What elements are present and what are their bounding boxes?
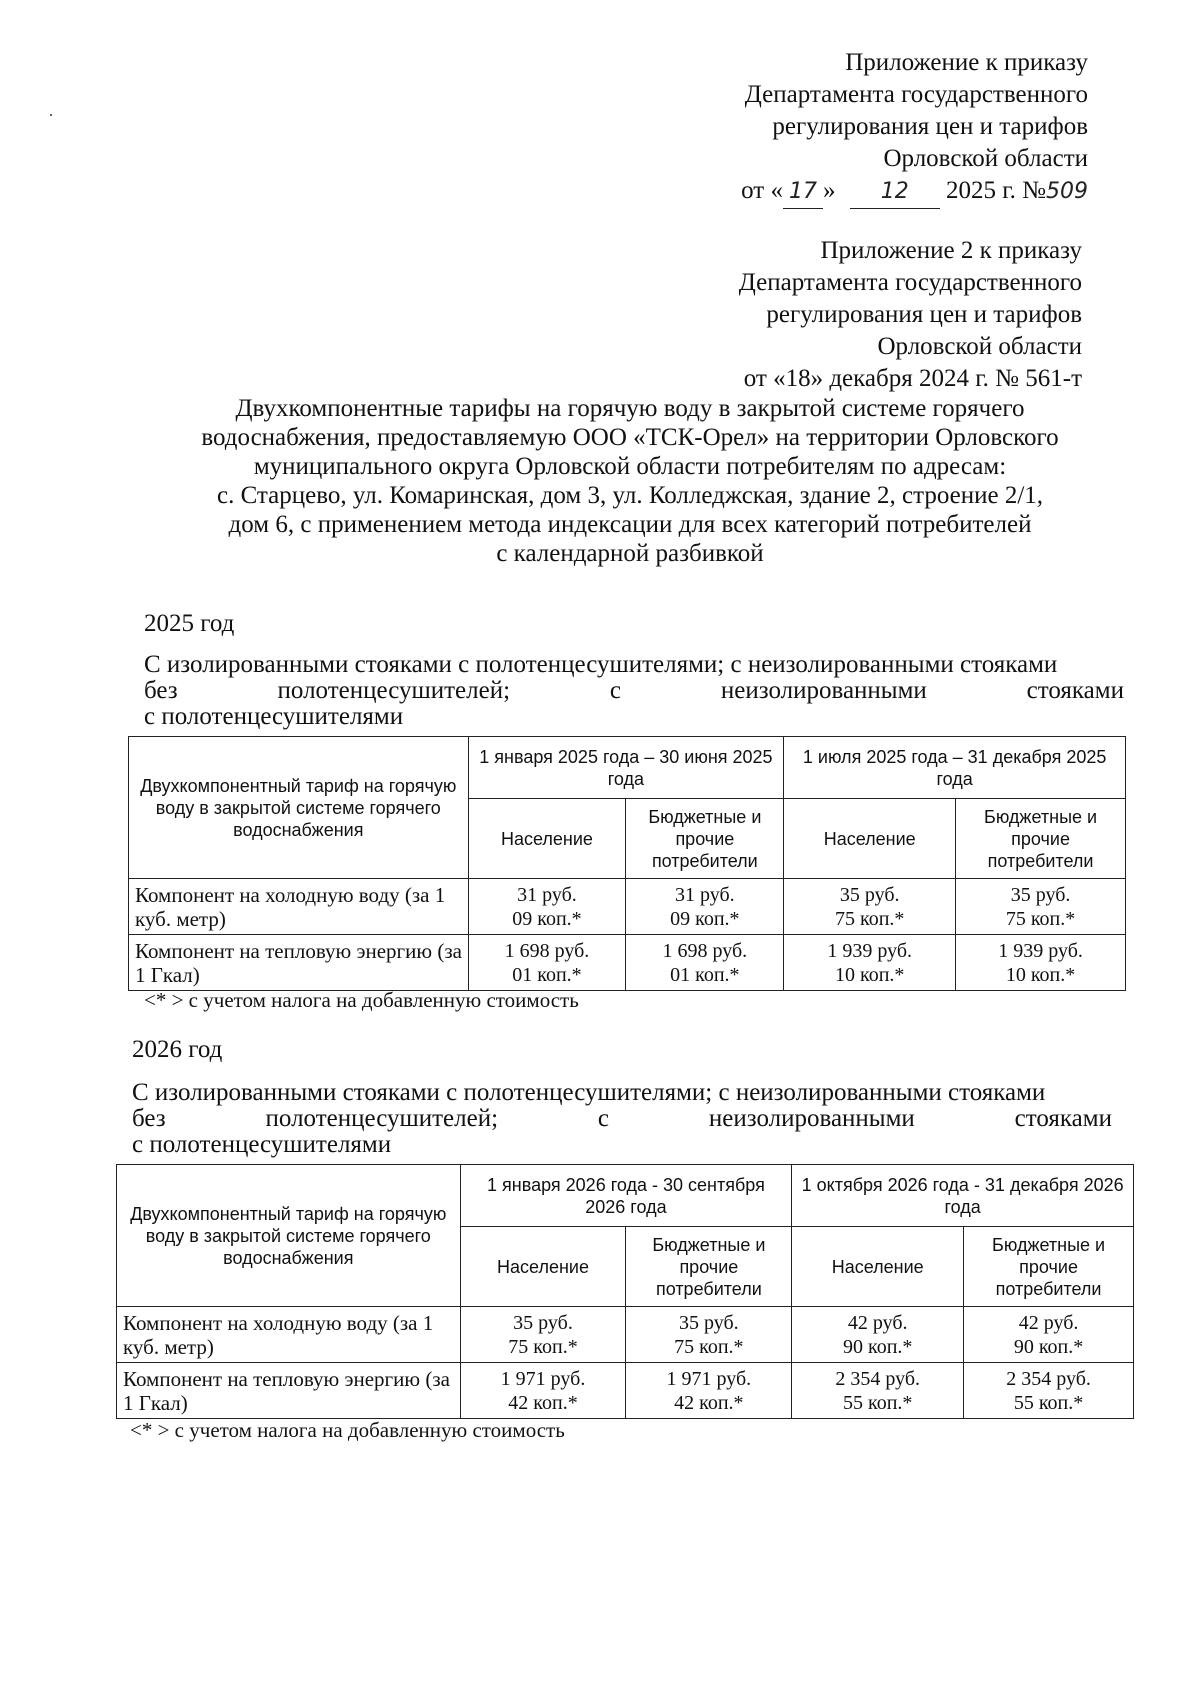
row-label: Компонент на тепловую энергию (за 1 Гкал) xyxy=(129,935,469,991)
column-header-budget: Бюджетные и прочие потребители xyxy=(956,799,1126,879)
kop-value: 55 коп.* xyxy=(843,1391,913,1414)
appendix-line: Приложение 2 к приказу xyxy=(820,237,1082,264)
caption-word: стояками xyxy=(1014,1105,1112,1132)
caption-word: без xyxy=(144,677,178,704)
caption-line: С изолированными стояками с полотенцесушителями; с неизолированными стояками xyxy=(132,1079,1046,1106)
rub-value: 1 939 руб. xyxy=(827,939,913,962)
rub-value: 1 971 руб. xyxy=(666,1367,752,1390)
table-row xyxy=(129,935,1126,991)
tariff-table-2026 xyxy=(116,1164,1134,1419)
rub-value: 35 руб. xyxy=(1010,883,1071,906)
row-label: Компонент на холодную воду (за 1 куб. метр) xyxy=(117,1307,461,1363)
tariff-table-2025 xyxy=(128,736,1126,991)
column-header-budget: Бюджетные и прочие потребители xyxy=(626,799,784,879)
tariff-cell xyxy=(626,1307,792,1363)
column-header-budget: Бюджетные и прочие потребители xyxy=(964,1227,1134,1307)
period-header: 1 января 2026 года - 30 сентября 2026 года xyxy=(460,1165,792,1227)
tariff-cell xyxy=(784,935,956,991)
kop-value: 01 коп.* xyxy=(512,963,582,986)
title-line: Двухкомпонентные тарифы на горячую воду в закрытой системе горячего xyxy=(235,395,1025,422)
caption-word: с xyxy=(597,1105,610,1132)
kop-value: 10 коп.* xyxy=(1005,963,1076,986)
tariff-cell xyxy=(784,879,956,935)
section-year: 2025 год xyxy=(144,610,235,637)
row-label: Компонент на тепловую энергию (за 1 Гкал) xyxy=(117,1363,461,1419)
approval-header xyxy=(741,47,1088,209)
caption-word: полотенцесушителей; xyxy=(277,677,511,704)
period-header: 1 октября 2026 года - 31 декабря 2026 года xyxy=(792,1165,1134,1227)
column-header-population: Население xyxy=(784,799,956,879)
approval-line: регулирования цен и тарифов xyxy=(772,113,1088,140)
title-line: муниципального округа Орловской области потребителям по адресам: xyxy=(253,453,1007,480)
tariff-cell xyxy=(468,935,626,991)
kop-value: 55 коп.* xyxy=(1013,1391,1084,1414)
kop-value: 09 коп.* xyxy=(512,907,582,930)
period-header: 1 января 2025 года – 30 июня 2025 года xyxy=(468,737,784,799)
rub-value: 35 руб. xyxy=(679,1311,739,1334)
caption-word: стояками xyxy=(1026,677,1124,704)
table-row xyxy=(117,1363,1134,1419)
caption-line: с полотенцесушителями xyxy=(132,1131,392,1158)
tariff-cell xyxy=(460,1307,626,1363)
table-row xyxy=(129,879,1126,935)
rub-value: 2 354 руб. xyxy=(835,1367,921,1390)
caption-word: без xyxy=(132,1105,166,1132)
handwritten-day: 17 xyxy=(783,176,823,209)
rub-value: 31 руб. xyxy=(517,883,577,906)
column-header-population: Население xyxy=(460,1227,626,1307)
tariff-cell xyxy=(468,879,626,935)
section-caption xyxy=(144,652,1124,730)
tariff-cell xyxy=(626,879,784,935)
caption-line-justified xyxy=(144,678,1124,704)
rub-value: 1 971 руб. xyxy=(500,1367,586,1390)
rub-value: 1 939 руб. xyxy=(998,939,1083,962)
column-header-population: Население xyxy=(792,1227,964,1307)
table-corner-header: Двухкомпонентный тариф на горячую воду в закрытой системе горячего водоснабжения xyxy=(129,737,469,879)
kop-value: 75 коп.* xyxy=(508,1335,578,1358)
caption-line: С изолированными стояками с полотенцесушителями; с неизолированными стояками xyxy=(144,651,1058,678)
tariff-cell xyxy=(460,1363,626,1419)
document-title xyxy=(150,394,1110,568)
tariff-cell xyxy=(626,935,784,991)
kop-value: 09 коп.* xyxy=(670,907,740,930)
title-line: дом 6, с применением метода индексации для всех категорий потребителей xyxy=(228,511,1032,538)
appendix-line: регулирования цен и тарифов xyxy=(766,301,1082,328)
caption-word: неизолированными xyxy=(708,1105,915,1132)
approval-line: Департамента государственного xyxy=(744,81,1088,108)
date-mid: » xyxy=(822,177,836,204)
kop-value: 42 коп.* xyxy=(674,1391,744,1414)
appendix-line: Орловской области xyxy=(877,333,1082,360)
tariff-cell xyxy=(956,879,1126,935)
table-corner-header: Двухкомпонентный тариф на горячую воду в закрытой системе горячего водоснабжения xyxy=(117,1165,461,1307)
approval-date-line xyxy=(741,175,1088,209)
title-line: с. Старцево, ул. Комаринская, дом 3, ул. Колледжская, здание 2, строение 2/1, xyxy=(216,482,1044,509)
row-label: Компонент на холодную воду (за 1 куб. метр) xyxy=(129,879,469,935)
appendix-header xyxy=(739,235,1082,395)
column-header-budget: Бюджетные и прочие потребители xyxy=(626,1227,792,1307)
handwritten-month: 12 xyxy=(850,176,940,209)
rub-value: 1 698 руб. xyxy=(504,939,590,962)
tariff-cell xyxy=(964,1363,1134,1419)
approval-line: Орловской области xyxy=(883,145,1088,172)
appendix-line: Департамента государственного xyxy=(738,269,1082,296)
tariff-cell xyxy=(956,935,1126,991)
rub-value: 1 698 руб. xyxy=(662,939,748,962)
caption-word: с xyxy=(609,677,622,704)
section-year: 2026 год xyxy=(132,1036,223,1063)
rub-value: 35 руб. xyxy=(839,883,900,906)
rub-value: 31 руб. xyxy=(675,883,735,906)
kop-value: 75 коп.* xyxy=(1005,907,1076,930)
rub-value: 42 руб. xyxy=(1018,1311,1079,1334)
tariff-cell xyxy=(792,1307,964,1363)
kop-value: 10 коп.* xyxy=(835,963,905,986)
date-prefix: от « xyxy=(741,177,783,204)
vat-footnote: <* > с учетом налога на добавленную стоимость xyxy=(144,988,579,1012)
title-line: с календарной разбивкой xyxy=(496,540,764,567)
kop-value: 75 коп.* xyxy=(674,1335,744,1358)
handwritten-number: 509 xyxy=(1046,179,1088,204)
appendix-line: от «18» декабря 2024 г. № 561-т xyxy=(743,365,1082,392)
rub-value: 35 руб. xyxy=(513,1311,573,1334)
rub-value: 42 руб. xyxy=(847,1311,908,1334)
date-year: 2025 г. № xyxy=(945,177,1046,204)
column-header-population: Население xyxy=(468,799,626,879)
tariff-cell xyxy=(964,1307,1134,1363)
caption-word: полотенцесушителей; xyxy=(265,1105,499,1132)
kop-value: 90 коп.* xyxy=(1013,1335,1084,1358)
title-line: водоснабжения, предоставляемую ООО «ТСК-Орел» на территории Орловского xyxy=(201,424,1059,451)
kop-value: 01 коп.* xyxy=(670,963,740,986)
scan-speck xyxy=(50,114,52,116)
caption-word: неизолированными xyxy=(720,677,927,704)
caption-line: с полотенцесушителями xyxy=(144,703,404,730)
tariff-cell xyxy=(626,1363,792,1419)
table-row xyxy=(117,1307,1134,1363)
period-header: 1 июля 2025 года – 31 декабря 2025 года xyxy=(784,737,1126,799)
section-caption xyxy=(132,1080,1112,1158)
rub-value: 2 354 руб. xyxy=(1006,1367,1091,1390)
kop-value: 75 коп.* xyxy=(835,907,905,930)
vat-footnote: <* > с учетом налога на добавленную стоимость xyxy=(130,1418,565,1442)
caption-line-justified xyxy=(132,1106,1112,1132)
kop-value: 90 коп.* xyxy=(843,1335,913,1358)
tariff-cell xyxy=(792,1363,964,1419)
kop-value: 42 коп.* xyxy=(508,1391,578,1414)
approval-line: Приложение к приказу xyxy=(845,49,1088,76)
